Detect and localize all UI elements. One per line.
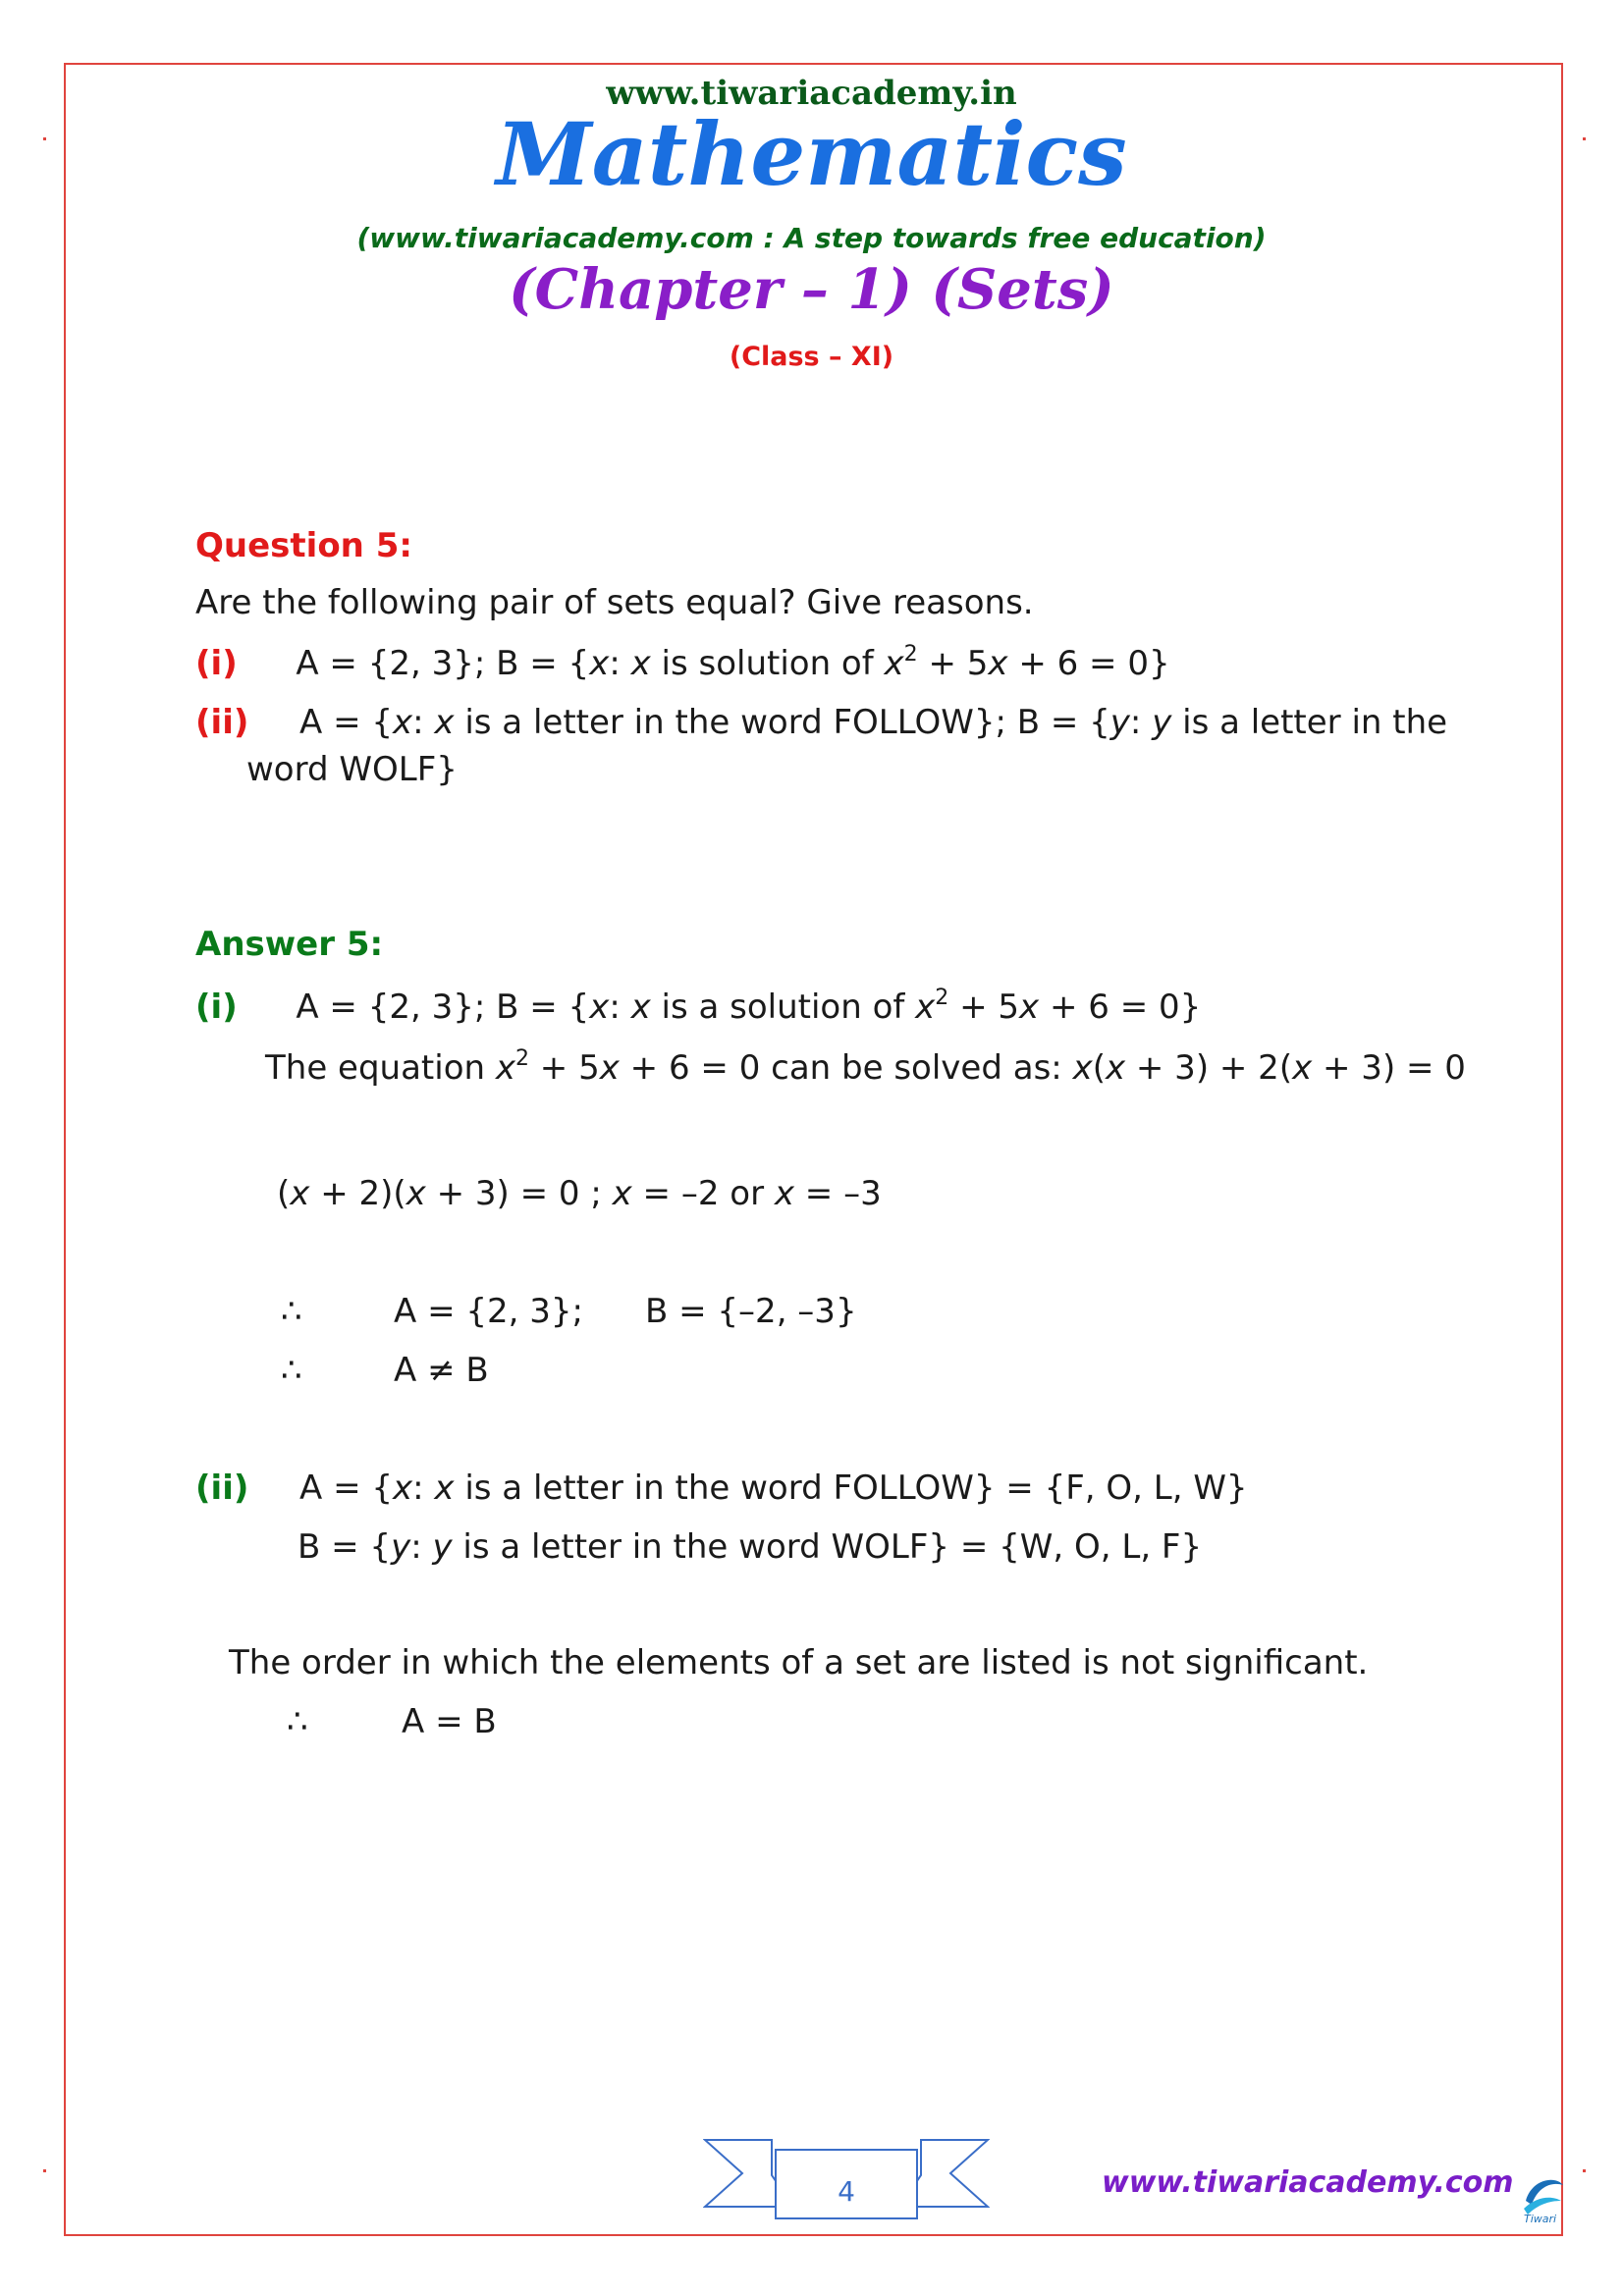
var: y	[432, 1527, 453, 1567]
text: A = {2, 3}; B = {	[296, 644, 590, 683]
var: y	[1109, 703, 1130, 742]
answer-part-ii-conclusion: A = B	[402, 1702, 497, 1741]
question-intro: Are the following pair of sets equal? Give reasons.	[195, 583, 1034, 622]
text: B = {	[298, 1527, 392, 1567]
var: x	[612, 1174, 632, 1213]
question-part-i	[195, 644, 1170, 683]
var: x	[884, 644, 904, 683]
answer-part-i-line1	[195, 988, 1201, 1027]
text: :	[609, 988, 631, 1027]
question-heading: Question 5:	[195, 526, 412, 565]
var: x	[774, 1174, 794, 1213]
question-part-ii	[195, 703, 1447, 742]
answer-part-i-conclusion: A ≠ B	[394, 1351, 489, 1390]
var: x	[434, 703, 455, 742]
var: x	[599, 1048, 620, 1088]
text: is solution of	[650, 644, 885, 683]
corner-dot	[43, 2169, 46, 2172]
text: :	[410, 1527, 433, 1567]
var: x	[1105, 1048, 1126, 1088]
text: (	[277, 1174, 291, 1213]
text: is a solution of	[650, 988, 916, 1027]
exponent: 2	[935, 986, 949, 1010]
var: x	[915, 988, 936, 1027]
text: + 2)(	[309, 1174, 406, 1213]
text: A = {	[299, 1468, 394, 1508]
text: A = {2, 3}; B = {	[296, 988, 590, 1027]
text: A = {	[299, 703, 394, 742]
answer-part-i-line2	[265, 1048, 1466, 1088]
var: x	[630, 988, 651, 1027]
var: x	[589, 988, 610, 1027]
text: :	[412, 1468, 435, 1508]
text: + 3) = 0 ;	[425, 1174, 613, 1213]
var: x	[406, 1174, 426, 1213]
answer-part-ii-note: The order in which the elements of a set are listed is not significant.	[229, 1643, 1369, 1682]
text: is a letter in the word WOLF} = {W, O, L, F}	[452, 1527, 1203, 1567]
text: + 3) + 2(	[1125, 1048, 1293, 1088]
exponent: 2	[515, 1046, 529, 1071]
text: :	[609, 644, 631, 683]
text: is a letter in the word FOLLOW}; B = {	[454, 703, 1110, 742]
answer-part-ii-line2	[298, 1527, 1202, 1567]
var: x	[434, 1468, 455, 1508]
subject-title: Mathematics	[496, 103, 1127, 205]
corner-dot	[1583, 2169, 1586, 2172]
var: x	[589, 644, 610, 683]
site-url-top: www.tiwariacademy.in	[606, 74, 1017, 113]
text: :	[1129, 703, 1153, 742]
var: x	[988, 644, 1008, 683]
answer-heading: Answer 5:	[195, 925, 384, 964]
text: + 6 = 0 can be solved as:	[619, 1048, 1073, 1088]
var: x	[290, 1174, 310, 1213]
text: = –3	[793, 1174, 882, 1213]
text: + 6 = 0}	[1007, 644, 1170, 683]
text: is a letter in the word FOLLOW} = {F, O, L, W}	[454, 1468, 1248, 1508]
answer-part-i-line3	[277, 1174, 882, 1213]
text: + 5	[917, 644, 989, 683]
question-part-ii-line2: word WOLF}	[246, 750, 458, 789]
therefore-symbol: ∴	[281, 1292, 302, 1331]
text: = –2 or	[631, 1174, 775, 1213]
answer-part-i-set-a: A = {2, 3};	[394, 1292, 583, 1331]
text: is a letter in the	[1171, 703, 1448, 742]
var: x	[393, 703, 413, 742]
text: + 5	[529, 1048, 600, 1088]
var: x	[1072, 1048, 1093, 1088]
text: (	[1092, 1048, 1106, 1088]
class-label: (Class – XI)	[729, 342, 894, 372]
var: y	[1152, 703, 1172, 742]
text: + 5	[948, 988, 1020, 1027]
exponent: 2	[903, 642, 918, 667]
answer-part-i-label: (i)	[195, 988, 238, 1027]
logo-text: Tiwari	[1524, 2213, 1557, 2225]
var: x	[1019, 988, 1040, 1027]
var: x	[630, 644, 651, 683]
var: x	[1292, 1048, 1313, 1088]
var: y	[391, 1527, 411, 1567]
answer-part-ii-label: (ii)	[195, 1468, 249, 1508]
therefore-symbol: ∴	[281, 1351, 302, 1390]
page-border	[64, 63, 1563, 2236]
tagline: (www.tiwariacademy.com : A step towards free education)	[356, 222, 1267, 254]
chapter-title: (Chapter – 1) (Sets)	[509, 257, 1114, 322]
text: :	[412, 703, 435, 742]
answer-part-ii-line1	[195, 1468, 1248, 1508]
therefore-symbol: ∴	[287, 1702, 308, 1741]
page-number: 4	[838, 2175, 855, 2208]
var: x	[495, 1048, 515, 1088]
text: + 6 = 0}	[1039, 988, 1202, 1027]
question-part-ii-label: (ii)	[195, 703, 249, 742]
text: + 3) = 0	[1312, 1048, 1466, 1088]
var: x	[393, 1468, 413, 1508]
answer-part-i-set-b: B = {–2, –3}	[645, 1292, 857, 1331]
footer-site-url: www.tiwariacademy.com	[1102, 2165, 1514, 2200]
question-part-i-label: (i)	[195, 644, 238, 683]
text: The equation	[265, 1048, 496, 1088]
